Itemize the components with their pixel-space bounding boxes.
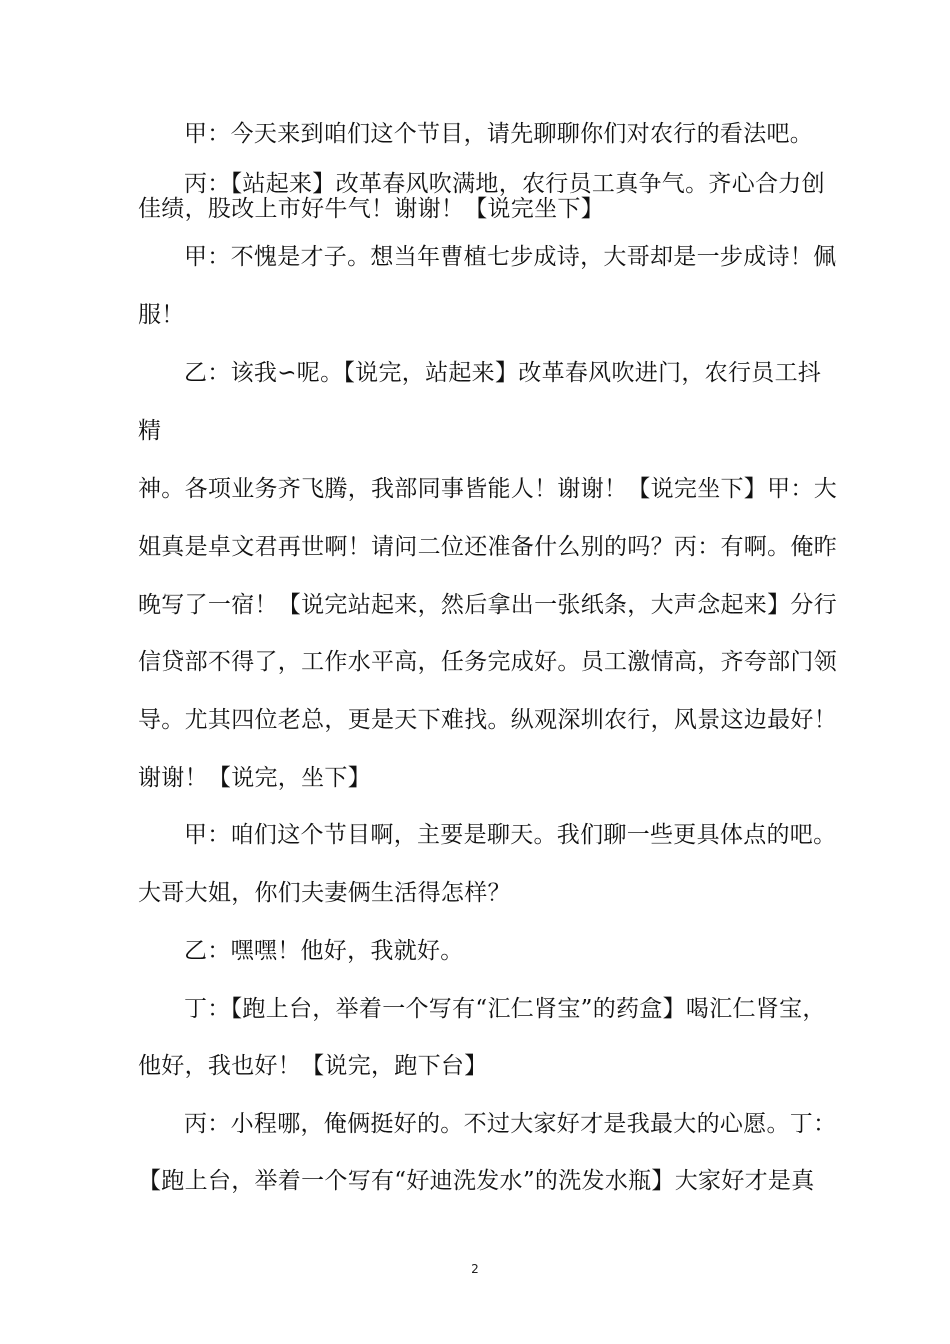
text-line-4: 甲：不愧是才子。想当年曹植七步成诗，大哥却是一步成诗！佩 bbox=[184, 244, 837, 270]
text-line-2: 丙：【站起来】改革春风吹满地，农行员工真争气。齐心合力创 bbox=[184, 171, 825, 197]
text-line-14: 甲：咱们这个节目啊，主要是聊天。我们聊一些更具体点的吧。 bbox=[184, 822, 837, 848]
text-line-5: 服！ bbox=[138, 302, 185, 328]
text-line-15: 大哥大姐，你们夫妻俩生活得怎样？ bbox=[138, 880, 511, 906]
text-line-17: 丁：【跑上台，举着一个写有“汇仁肾宝”的药盒】喝汇仁肾宝， bbox=[184, 996, 826, 1022]
text-line-7: 精 bbox=[138, 418, 162, 444]
text-line-20: 【跑上台，举着一个写有“好迪洗发水”的洗发水瓶】大家好才是真 bbox=[138, 1168, 815, 1194]
text-line-13: 谢谢！【说完，坐下】 bbox=[138, 765, 371, 791]
text-line-12: 导。尤其四位老总，更是天下难找。纵观深圳农行，风景这边最好！ bbox=[138, 707, 837, 733]
page-number: 2 bbox=[471, 1262, 479, 1276]
text-line-10: 晚写了一宿！【说完站起来，然后拿出一张纸条，大声念起来】分行 bbox=[138, 592, 837, 618]
text-line-16: 乙：嘿嘿！他好，我就好。 bbox=[184, 938, 464, 964]
text-line-8: 神。各项业务齐飞腾，我部同事皆能人！谢谢！【说完坐下】甲：大 bbox=[138, 476, 837, 502]
text-line-3: 佳绩，股改上市好牛气！谢谢！【说完坐下】 bbox=[138, 196, 604, 222]
text-line-6: 乙：该我∽呢。【说完，站起来】改革春风吹进门，农行员工抖 bbox=[184, 360, 822, 386]
text-line-18: 他好，我也好！【说完，跑下台】 bbox=[138, 1053, 488, 1079]
text-line-19: 丙：小程哪，俺俩挺好的。不过大家好才是我最大的心愿。丁： bbox=[184, 1111, 837, 1137]
text-line-9: 姐真是卓文君再世啊！请问二位还准备什么别的吗？丙：有啊。俺昨 bbox=[138, 534, 837, 560]
text-line-1: 甲：今天来到咱们这个节目，请先聊聊你们对农行的看法吧。 bbox=[184, 121, 814, 147]
text-line-11: 信贷部不得了，工作水平高，任务完成好。员工激情高，齐夸部门领 bbox=[138, 649, 837, 675]
